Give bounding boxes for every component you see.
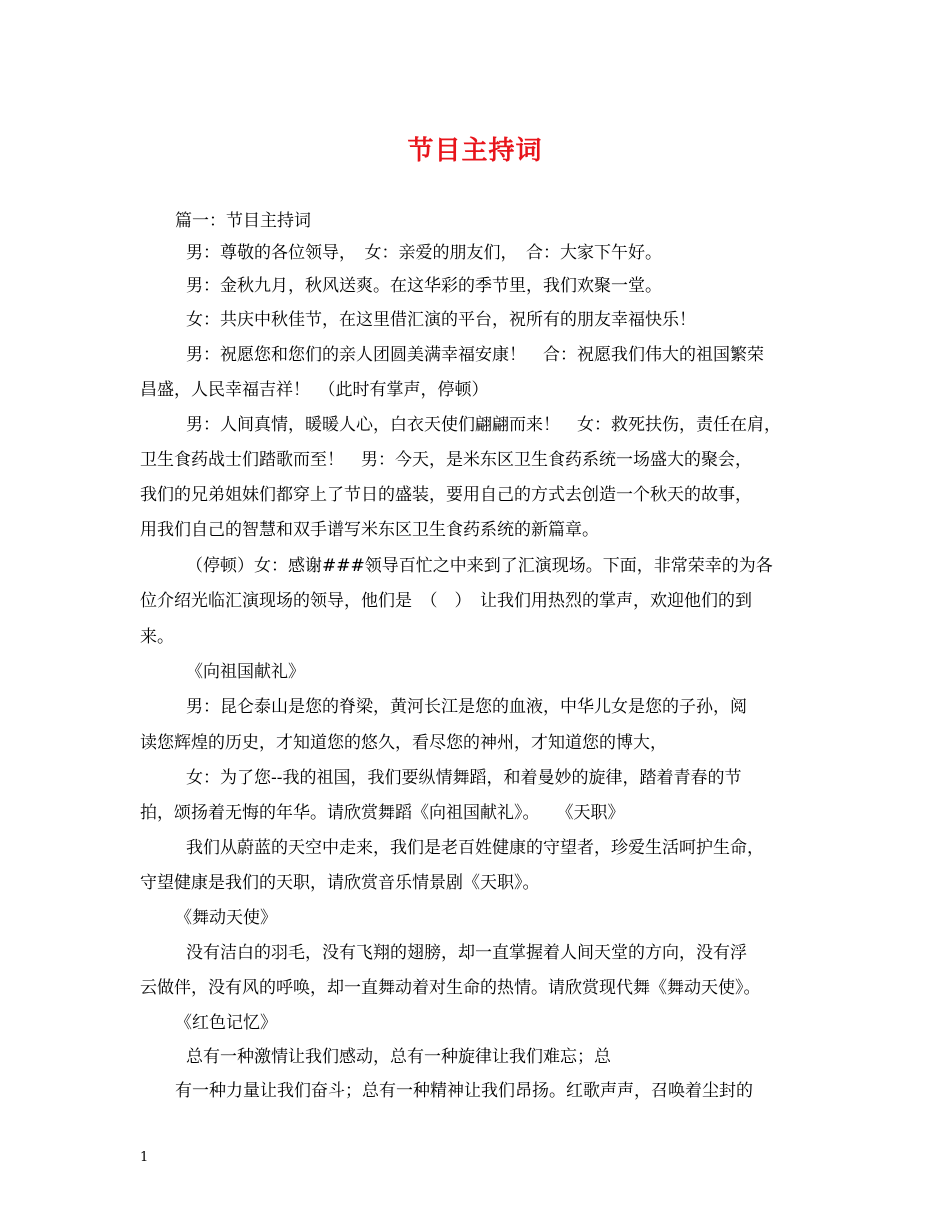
section-heading: 《向祖国献礼》 bbox=[186, 662, 305, 682]
text-line: 我们的兄弟姐妹们都穿上了节日的盛装，要用自己的方式去创造一个秋天的故事， bbox=[140, 485, 752, 505]
text-line: 男：金秋九月，秋风送爽。在这华彩的季节里，我们欢聚一堂。 bbox=[186, 276, 662, 296]
text-line: 没有洁白的羽毛，没有飞翔的翅膀，却一直掌握着人间天堂的方向，没有浮 bbox=[186, 943, 747, 963]
text-line: 位介绍光临汇演现场的领导，他们是 （ ） 让我们用热烈的掌声，欢迎他们的到 bbox=[140, 591, 752, 611]
text-line: 男：人间真情，暖暖人心，白衣天使们翩翩而来！ 女：救死扶伤，责任在肩， bbox=[186, 415, 781, 435]
text-line: 篇一：节目主持词 bbox=[175, 211, 311, 231]
text-line: 云做伴，没有风的呼唤，却一直舞动着对生命的热情。请欣赏现代舞《舞动天使》。 bbox=[140, 978, 761, 998]
text-line: 总有一种激情让我们感动，总有一种旋律让我们难忘；总 bbox=[186, 1047, 611, 1067]
section-heading: 《红色记忆》 bbox=[175, 1013, 277, 1033]
text-line: （停顿）女：感谢###领导百忙之中来到了汇演现场。下面，非常荣幸的为各 bbox=[186, 556, 773, 576]
text-line: 男：昆仑泰山是您的脊梁，黄河长江是您的血液，中华儿女是您的子孙，阅 bbox=[186, 697, 747, 717]
text-line: 昌盛，人民幸福吉祥！ （此时有掌声，停顿） bbox=[140, 380, 489, 400]
text-line: 守望健康是我们的天职，请欣赏音乐情景剧《天职》。 bbox=[140, 873, 540, 893]
document-title: 节目主持词 bbox=[407, 136, 543, 166]
text-line: 来。 bbox=[140, 627, 174, 647]
page-number: 1 bbox=[140, 1150, 149, 1165]
text-line: 读您辉煌的历史，才知道您的悠久，看尽您的神州，才知道您的博大， bbox=[140, 733, 667, 753]
text-line: 我们从蔚蓝的天空中走来，我们是老百姓健康的守望者，珍爱生活呵护生命， bbox=[186, 838, 764, 858]
text-line: 拍，颂扬着无悔的年华。请欣赏舞蹈《向祖国献礼》。 《天职》 bbox=[140, 803, 625, 823]
text-line: 卫生食药战士们踏歌而至！ 男：今天，是米东区卫生食药系统一场盛大的聚会， bbox=[140, 450, 752, 470]
section-heading: 《舞动天使》 bbox=[175, 908, 277, 928]
text-line: 女：为了您--我的祖国，我们要纵情舞蹈，和着曼妙的旋律，踏着青春的节 bbox=[186, 768, 742, 788]
text-line: 男：祝愿您和您们的亲人团圆美满幸福安康！ 合：祝愿我们伟大的祖国繁荣 bbox=[186, 345, 764, 365]
text-line: 男：尊敬的各位领导， 女：亲爱的朋友们， 合：大家下午好。 bbox=[186, 243, 662, 263]
text-line: 女：共庆中秋佳节，在这里借汇演的平台，祝所有的朋友幸福快乐！ bbox=[186, 310, 696, 330]
text-line: 用我们自己的智慧和双手谱写米东区卫生食药系统的新篇章。 bbox=[140, 520, 599, 540]
text-line: 有一种力量让我们奋斗；总有一种精神让我们昂扬。红歌声声，召唤着尘封的 bbox=[175, 1081, 753, 1101]
